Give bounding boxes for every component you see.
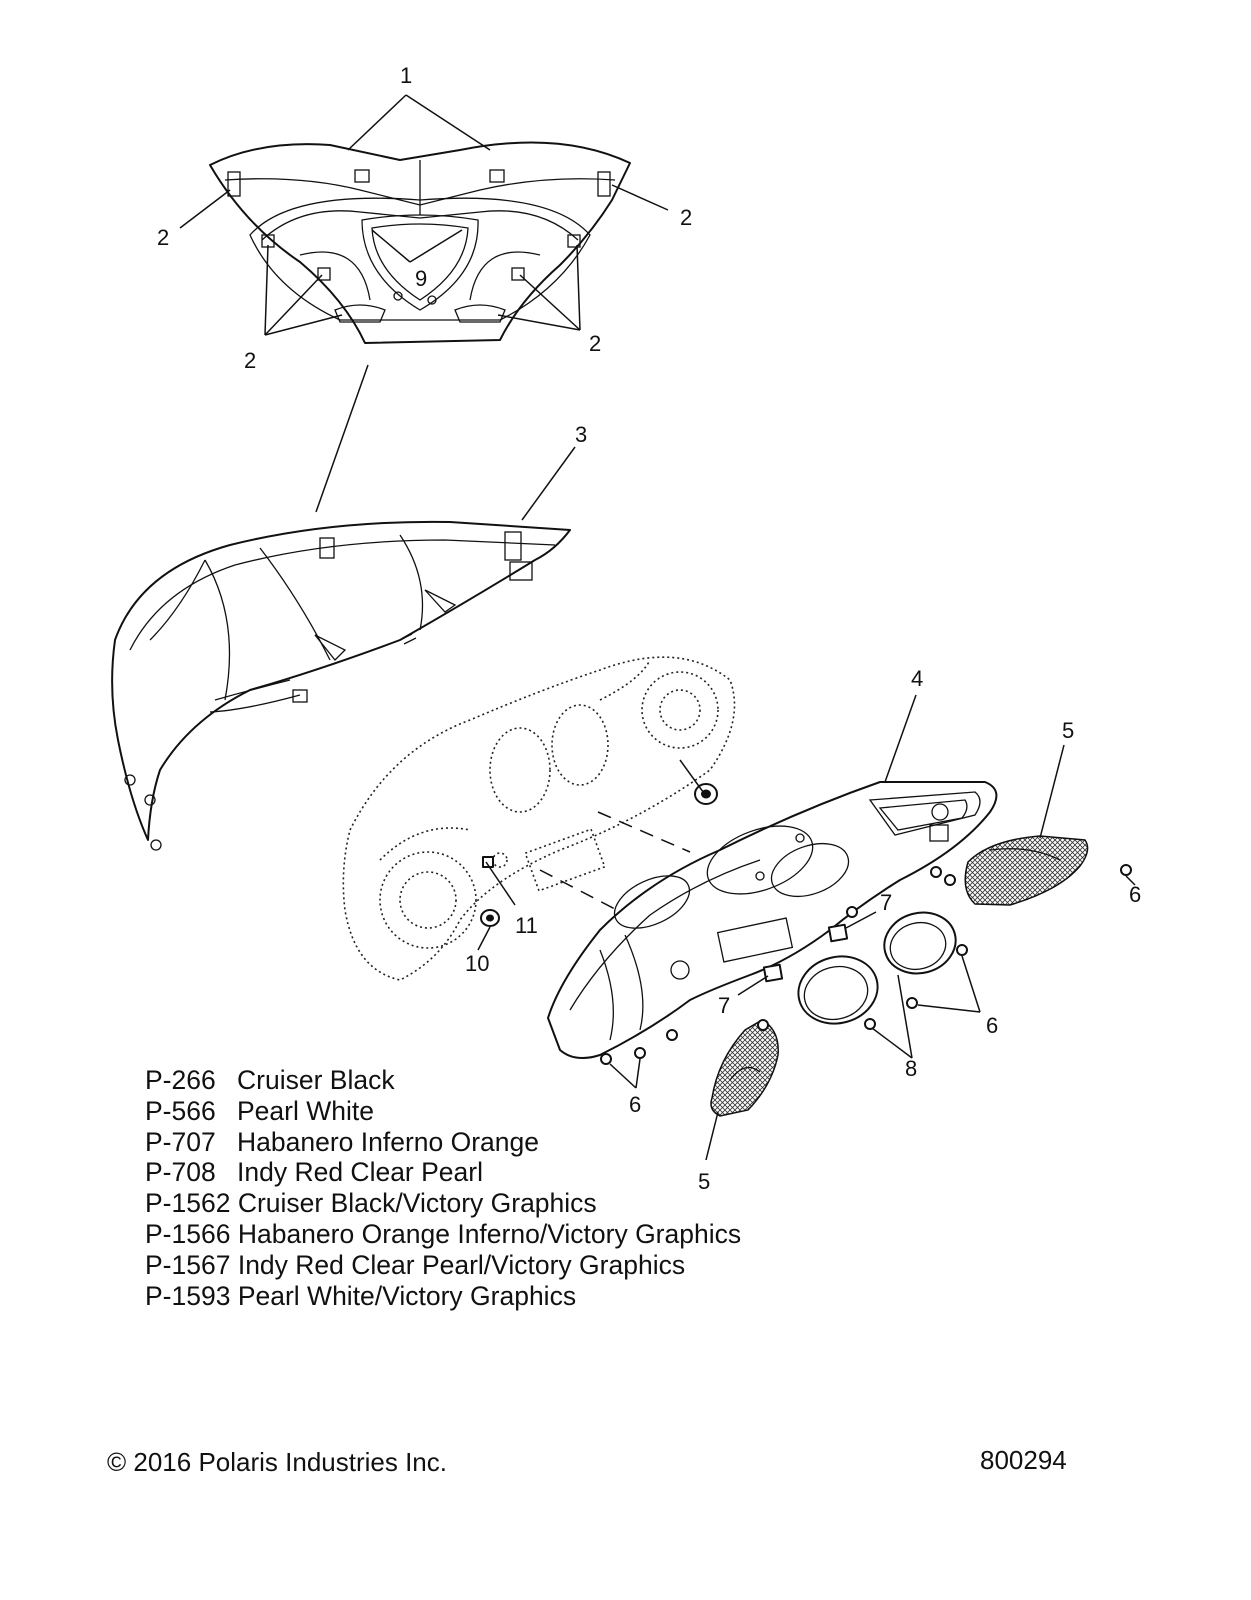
callout-8: 8: [905, 1056, 918, 1081]
callout-5-right: 5: [1062, 718, 1075, 743]
legend-item: [145, 1250, 741, 1281]
legend-item: [145, 1157, 741, 1188]
legend-code: P-1562: [145, 1188, 231, 1219]
callout-9: 9: [415, 266, 428, 291]
legend-color-name: Habanero Orange Inferno/Victory Graphics: [237, 1218, 742, 1249]
callout-7-upper: 7: [880, 890, 893, 915]
callout-6-middle: 6: [986, 1013, 999, 1038]
legend-color-name: Cruiser Black/Victory Graphics: [237, 1188, 597, 1219]
callout-3: 3: [575, 422, 588, 447]
legend-color-name: Indy Red Clear Pearl/Victory Graphics: [237, 1249, 686, 1280]
legend-color-name: Habanero Inferno Orange: [237, 1126, 540, 1157]
legend-code: P-1566: [145, 1218, 231, 1249]
legend-item: [145, 1065, 741, 1096]
callout-1: 1: [400, 63, 413, 88]
legend-code: P-708: [145, 1157, 216, 1188]
legend-color-name: Cruiser Black: [237, 1065, 395, 1095]
legend-item: [145, 1219, 741, 1250]
callout-2-bottom-right: 2: [589, 331, 602, 356]
legend-code: P-266: [145, 1065, 216, 1095]
callout-10: 10: [465, 951, 490, 976]
callout-2-bottom-left: 2: [244, 348, 257, 373]
legend-color-name: Indy Red Clear Pearl: [237, 1157, 483, 1188]
legend-color-name: Pearl White: [237, 1095, 374, 1126]
legend-item: [145, 1281, 741, 1312]
legend-code: P-566: [145, 1095, 216, 1126]
callout-5-bottom: 5: [698, 1169, 711, 1194]
callout-2-right: 2: [680, 205, 693, 230]
legend-item: [145, 1096, 741, 1127]
legend-code: P-707: [145, 1126, 216, 1157]
copyright-notice: © 2016 Polaris Industries Inc.: [107, 1447, 447, 1477]
callout-7-lower: 7: [718, 993, 731, 1018]
callout-4: 4: [911, 666, 924, 691]
legend-code: P-1567: [145, 1249, 231, 1280]
outer-fairing-part: [210, 142, 630, 343]
paint-color-legend: [145, 1065, 741, 1311]
callout-11: 11: [515, 913, 538, 938]
callout-6-right: 6: [1129, 882, 1142, 907]
legend-color-name: Pearl White/Victory Graphics: [237, 1280, 577, 1311]
legend-code: P-1593: [145, 1280, 231, 1311]
legend-item: [145, 1188, 741, 1219]
legend-item: [145, 1127, 741, 1158]
callout-6-bottom: 6: [629, 1092, 642, 1117]
callout-2-left: 2: [157, 225, 170, 250]
diagram-number: 800294: [980, 1445, 1067, 1475]
inner-fairing-part: [112, 522, 570, 850]
